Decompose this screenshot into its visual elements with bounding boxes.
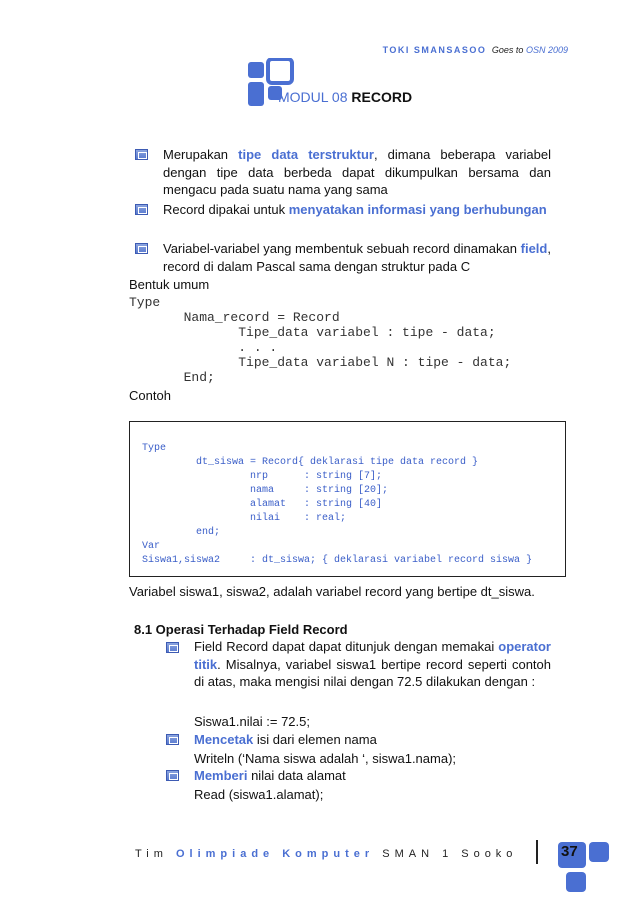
bullet-item: Merupakan tipe data terstruktur, dimana beberapa variabel dengan tipe data berbeda dapat dikumpulkan bersama dan mengacu pada suatu nama yang sama xyxy=(163,147,551,197)
syntax-line: Tipe_data variabel N : tipe - data; xyxy=(129,355,512,370)
code-line: nilai : real; xyxy=(142,513,347,524)
header-brand: TOKI SMANSASOO xyxy=(382,45,487,55)
footer-text: Tim Olimpiade Komputer SMAN 1 Sooko xyxy=(135,848,518,860)
section-item-code: Siswa1.nilai := 72.5; xyxy=(194,714,310,729)
bullet-item: Record dipakai untuk menyatakan informasi yang berhubungan xyxy=(163,202,547,217)
bullet-item: Variabel-variabel yang membentuk sebuah record dinamakan field, record di dalam Pascal sama dengan struktur pada C xyxy=(163,241,551,274)
header-tagline: Goes to xyxy=(491,45,524,55)
bullet-square-icon xyxy=(135,204,148,215)
module-number: MODUL 08 xyxy=(278,89,348,105)
section-item-code: Writeln (‘Nama siswa adalah ‘, siswa1.nama); xyxy=(194,751,457,766)
header-event: OSN 2009 xyxy=(525,45,568,55)
syntax-line: Nama_record = Record xyxy=(129,310,340,325)
code-line: dt_siswa = Record{ deklarasi tipe data record } xyxy=(142,457,479,468)
syntax-line: . . . xyxy=(129,340,278,355)
contoh-label: Contoh xyxy=(129,388,171,403)
section-item: Field Record dapat dapat ditunjuk dengan memakai operator titik. Misalnya, variabel siswa1 bertipe record seperti contoh di atas, maka mengisi nilai dengan 72.5 dilakukan dengan : xyxy=(194,639,551,689)
syntax-line: Tipe_data variabel : tipe - data; xyxy=(129,325,496,340)
code-line: end; xyxy=(142,527,221,538)
bullet-square-icon xyxy=(166,770,179,781)
code-line: alamat : string [40] xyxy=(142,499,383,510)
page-number: 37 xyxy=(561,843,578,860)
code-line: Siswa1,siswa2 : dt_siswa; { deklarasi variabel record siswa } xyxy=(142,555,533,566)
code-line: Type xyxy=(142,443,167,454)
bentuk-umum-label: Bentuk umum xyxy=(129,277,210,292)
syntax-line: End; xyxy=(129,370,215,385)
section-item: Memberi nilai data alamat xyxy=(194,768,346,783)
module-topic: RECORD xyxy=(351,89,413,105)
running-header xyxy=(383,45,568,55)
section-item: Mencetak isi dari elemen nama xyxy=(194,732,377,747)
page-title xyxy=(278,89,412,105)
code-line: nrp : string [7]; xyxy=(142,471,383,482)
section-item-code: Read (siswa1.alamat); xyxy=(194,787,324,802)
syntax-line: Type xyxy=(129,295,161,310)
bullet-square-icon xyxy=(166,642,179,653)
footer-divider xyxy=(536,840,538,864)
section-heading: 8.1 Operasi Terhadap Field Record xyxy=(134,622,348,637)
bullet-square-icon xyxy=(135,149,148,160)
bullet-square-icon xyxy=(135,243,148,254)
code-line: nama : string [20]; xyxy=(142,485,389,496)
bullet-square-icon xyxy=(166,734,179,745)
body-paragraph: Variabel siswa1, siswa2, adalah variabel record yang bertipe dt_siswa. xyxy=(129,584,535,599)
code-line: Var xyxy=(142,541,161,552)
